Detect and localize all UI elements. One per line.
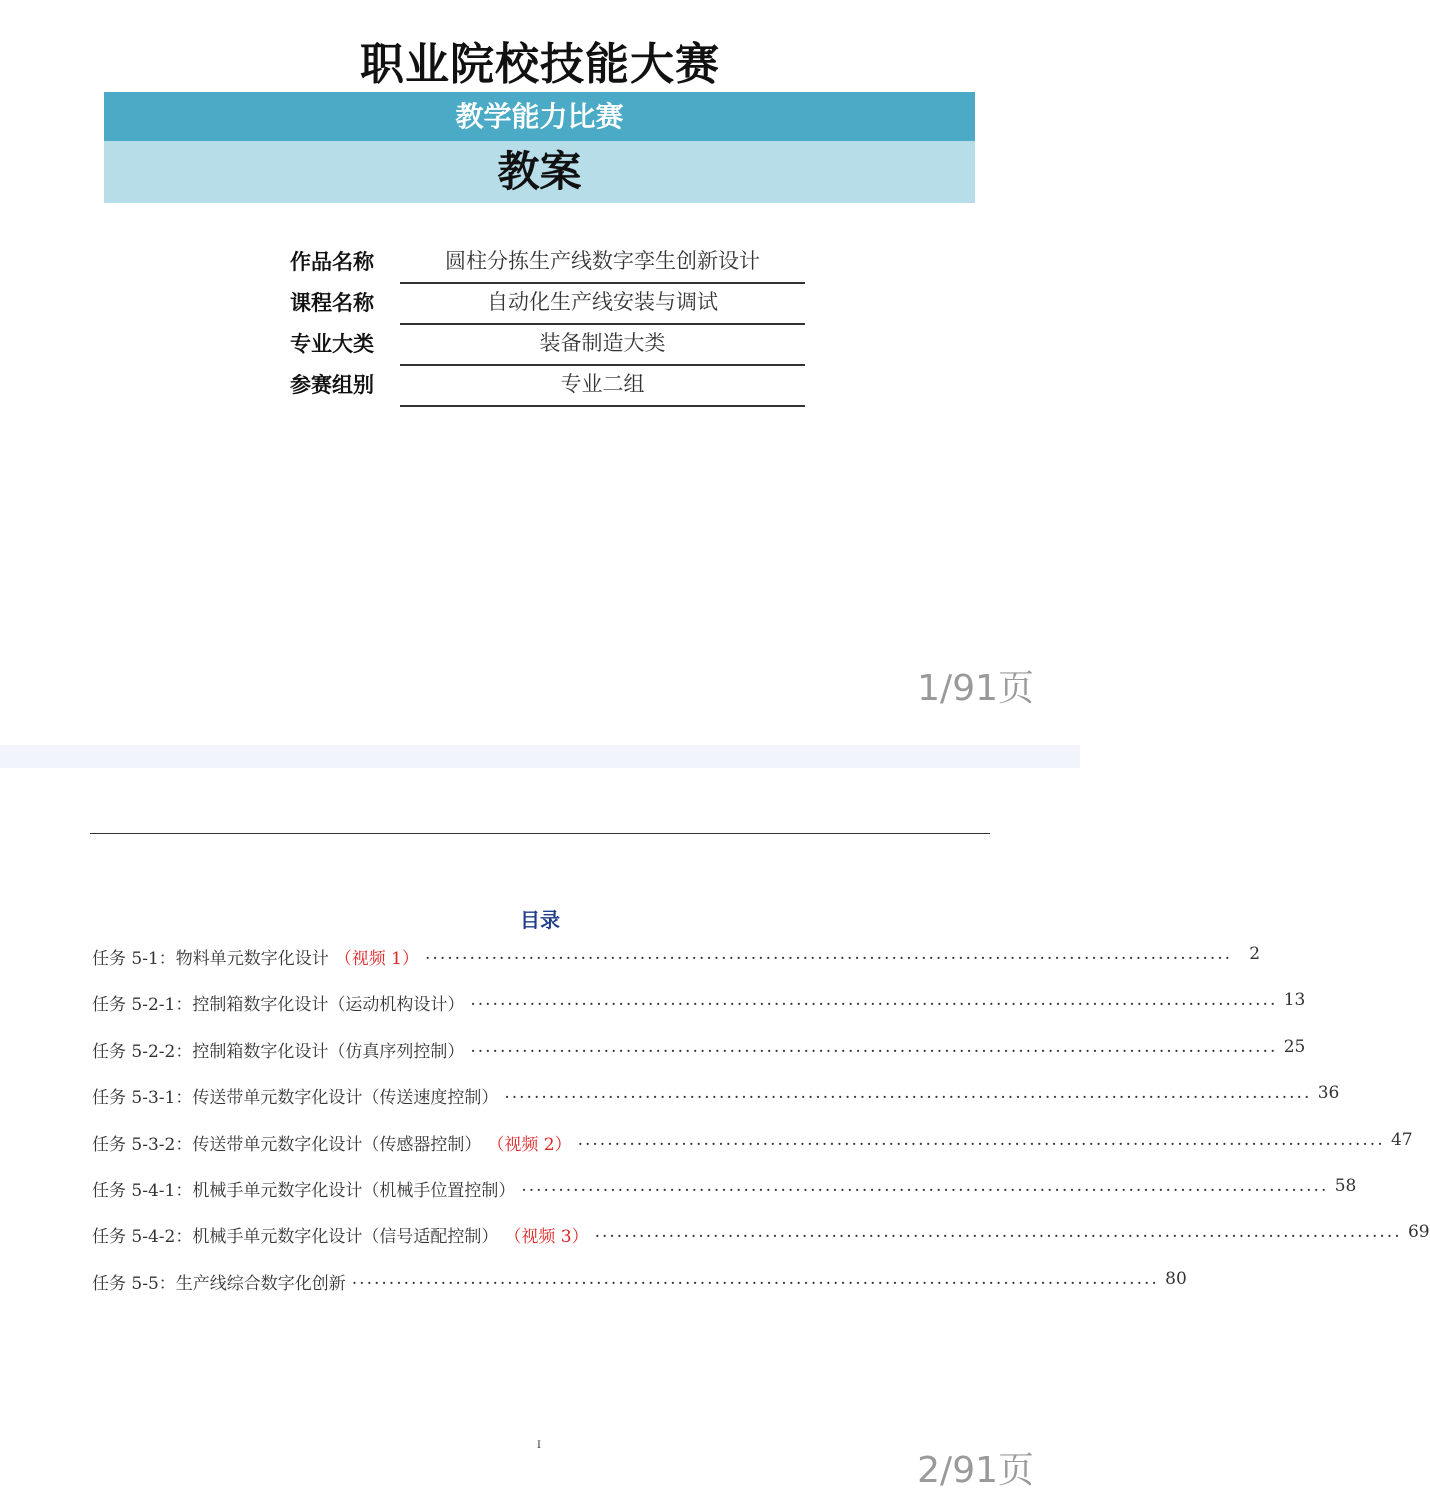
toc-entry-title: 任务 5-2-1：控制箱数字化设计（运动机构设计） xyxy=(92,995,465,1016)
toc-entry-title: 任务 5-1：物料单元数字化设计 xyxy=(92,949,329,969)
info-value: 专业二组 xyxy=(400,369,805,407)
toc-entry[interactable] xyxy=(92,1083,1340,1129)
document-page-2 xyxy=(0,768,1430,1510)
subtitle-band: 教学能力比赛 xyxy=(104,92,975,141)
toc-entry[interactable] xyxy=(92,1175,1357,1222)
page-indicator: 1/91页 xyxy=(917,668,1034,709)
toc-entry-page: 36 xyxy=(1317,1083,1340,1104)
info-label: 课程名称 xyxy=(290,291,374,315)
info-row-group xyxy=(290,365,810,406)
toc-entry-video-tag: （视频 1） xyxy=(334,949,420,969)
lesson-plan-band: 教案 xyxy=(104,141,975,203)
toc-entry-page: 58 xyxy=(1334,1175,1357,1196)
toc-entry-page: 69 xyxy=(1407,1222,1430,1243)
toc-leader-dots: ............................................................................................................. xyxy=(504,1083,1312,1104)
page-indicator: 2/91页 xyxy=(917,1450,1034,1491)
toc-entry[interactable] xyxy=(92,1222,1430,1268)
info-label: 作品名称 xyxy=(290,250,374,274)
toc-leader-dots: ............................................................................................................. xyxy=(470,990,1278,1011)
toc-entry-page: 13 xyxy=(1283,990,1306,1011)
toc-entry-title: 任务 5-4-1：机械手单元数字化设计（机械手位置控制） xyxy=(92,1180,516,1201)
info-row-major-category xyxy=(290,324,810,365)
toc-entry[interactable] xyxy=(92,1036,1306,1083)
info-row-course-name xyxy=(290,283,810,324)
toc-entry-video-tag: （视频 2） xyxy=(487,1134,572,1155)
toc-leader-dots: ............................................................................................................. xyxy=(521,1175,1329,1196)
info-label: 专业大类 xyxy=(290,332,374,356)
toc-heading: 目录 xyxy=(520,908,560,932)
info-row-work-name xyxy=(290,242,810,283)
document-title: 职业院校技能大赛 xyxy=(360,39,720,90)
page-separator xyxy=(0,745,1080,768)
toc-leader-dots: ............................................................................................................. xyxy=(594,1222,1402,1243)
toc-leader-dots: ............................................................................................................. xyxy=(470,1036,1278,1057)
toc-entry-title: 任务 5-3-2：传送带单元数字化设计（传感器控制） xyxy=(92,1134,482,1155)
info-value: 自动化生产线安装与调试 xyxy=(400,287,805,325)
toc-leader-dots: ............................................................................................................. xyxy=(351,1268,1159,1289)
toc-entry[interactable] xyxy=(92,1268,1187,1315)
toc-entry-title: 任务 5-4-2：机械手单元数字化设计（信号适配控制） xyxy=(92,1227,499,1248)
toc-entry-page: 2 xyxy=(1249,944,1261,964)
toc-leader-dots: ............................................................................................................. xyxy=(425,944,1233,964)
toc-entry-page: 25 xyxy=(1283,1036,1306,1057)
toc-entry-title: 任务 5-5：生产线综合数字化创新 xyxy=(92,1273,346,1294)
table-of-contents xyxy=(92,944,1430,1315)
page-footer-number: I xyxy=(537,1440,541,1451)
info-value: 装备制造大类 xyxy=(400,328,805,366)
info-label: 参赛组别 xyxy=(290,373,374,397)
toc-entry-page: 47 xyxy=(1390,1129,1413,1150)
toc-entry-page: 80 xyxy=(1165,1268,1187,1289)
info-table xyxy=(290,242,810,406)
toc-entry[interactable] xyxy=(92,990,1306,1036)
header-rule xyxy=(90,833,990,834)
toc-entry-title: 任务 5-2-2：控制箱数字化设计（仿真序列控制） xyxy=(92,1041,465,1062)
toc-leader-dots: ............................................................................................................. xyxy=(577,1129,1385,1150)
toc-entry-title: 任务 5-3-1：传送带单元数字化设计（传送速度控制） xyxy=(92,1088,499,1109)
info-value: 圆柱分拣生产线数字孪生创新设计 xyxy=(400,246,805,284)
toc-entry[interactable] xyxy=(92,944,1261,990)
toc-entry-video-tag: （视频 3） xyxy=(504,1227,589,1248)
document-page-1 xyxy=(0,0,1080,745)
toc-entry[interactable] xyxy=(92,1129,1413,1176)
